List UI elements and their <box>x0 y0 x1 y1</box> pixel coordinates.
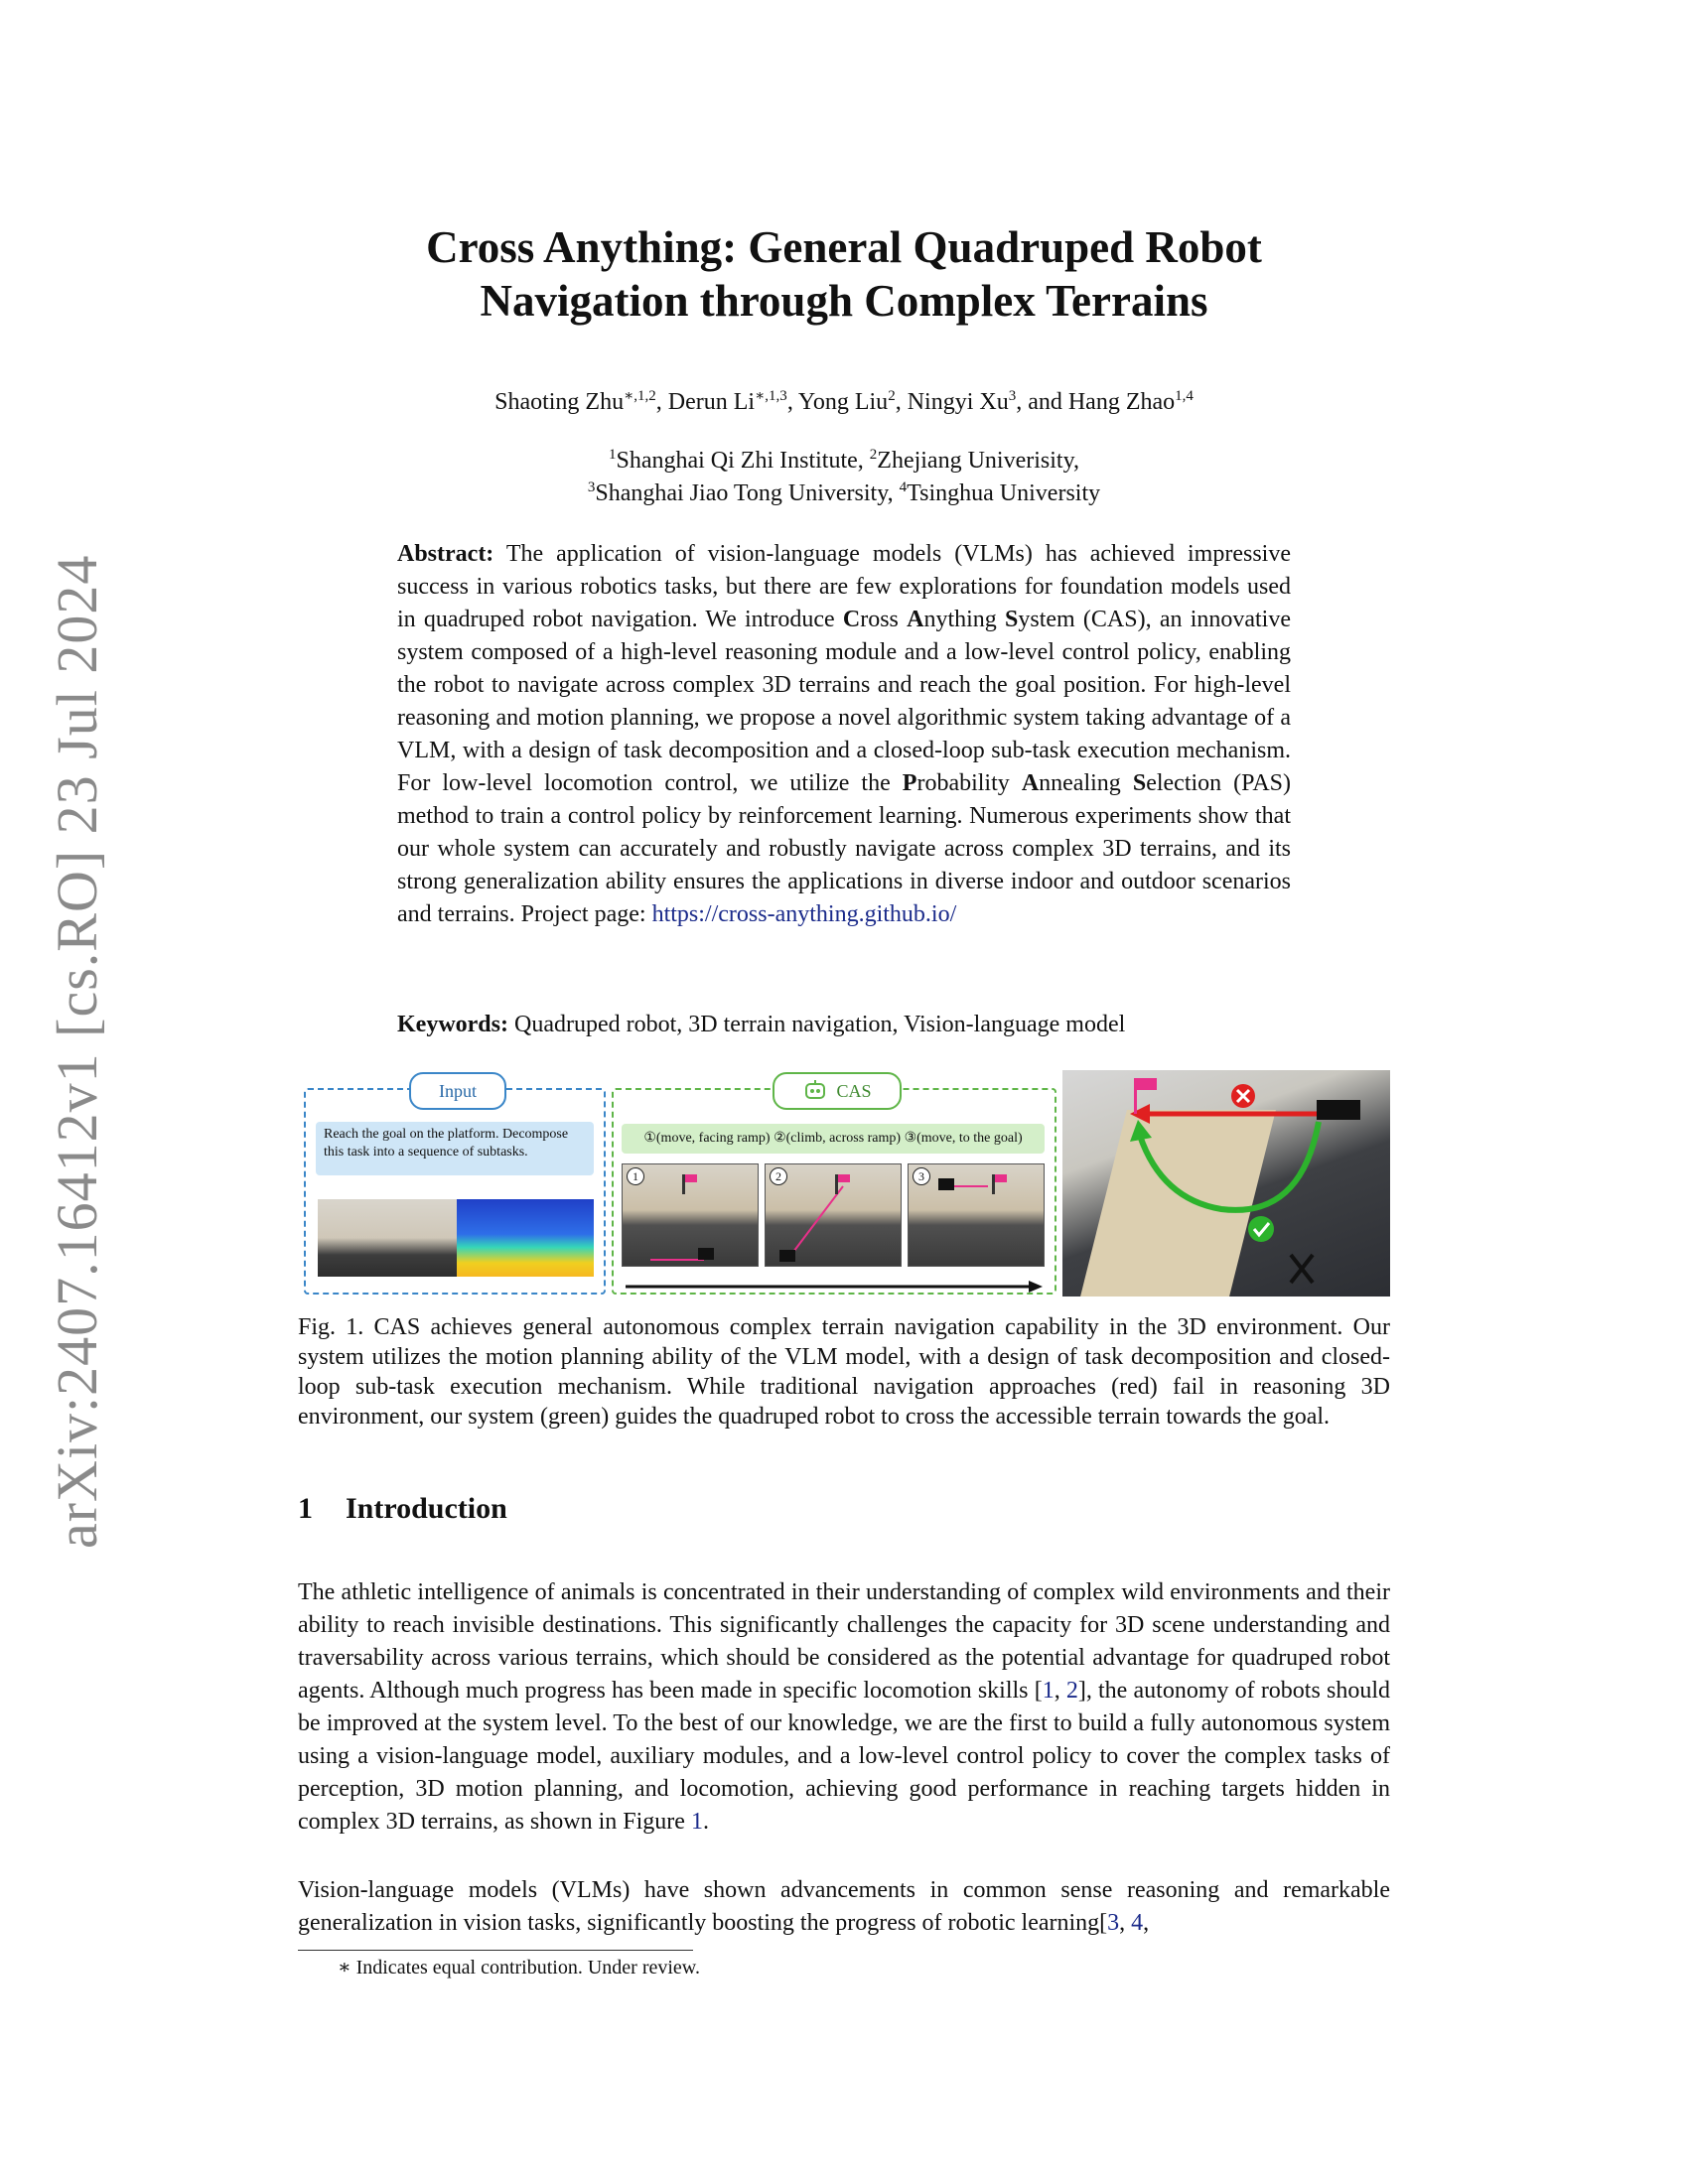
figure-1 <box>298 1070 1390 1298</box>
footnote: ∗ Indicates equal contribution. Under review. <box>338 1957 700 1979</box>
step-number: 1 <box>627 1167 644 1185</box>
author: Shaoting Zhu$^{∗,1,2}$ <box>494 388 656 415</box>
task-prompt: Reach the goal on the platform. Decompose this task into a sequence of subtasks. <box>316 1122 594 1175</box>
intro-paragraph-2: Vision-language models (VLMs) have shown advancements in common sense reasoning and remarkable generalization in vision tasks, significantly boosting the progress of robotic learning[3, 4, <box>298 1877 1390 1936</box>
rgb-scene-image <box>318 1199 457 1277</box>
affiliations <box>298 445 1390 510</box>
step-number: 3 <box>913 1167 930 1185</box>
success-path-arrow <box>1140 1122 1319 1210</box>
section-heading: 1 Introduction <box>298 1492 507 1525</box>
paper-title <box>298 220 1390 328</box>
navigation-comparison-photo <box>1062 1070 1390 1297</box>
abstract-label: Abstract: <box>397 541 494 567</box>
step-frame-1 <box>622 1163 759 1267</box>
citation-link[interactable]: 1 <box>1042 1678 1055 1704</box>
depth-map-image <box>457 1199 594 1277</box>
robot-dog <box>1317 1100 1360 1120</box>
figure-caption: Fig. 1. CAS achieves general autonomous complex terrain navigation capability in the 3D environment. Our system utilizes the motion planning ability of the VLM model, with a design of task decomposition and closed-loop sub-task execution mechanism. While traditional navigation approaches (red) fail in reasoning 3D environment, our system (green) guides the quadruped robot to cross the accessible terrain towards the goal. <box>298 1314 1390 1430</box>
subtask-sequence: ①(move, facing ramp) ②(climb, across ramp) ③(move, to the goal) <box>622 1124 1045 1154</box>
step-3-arrow <box>909 1164 1044 1266</box>
author: Derun $Li^{∗,1,3}$ <box>667 388 787 415</box>
author-list: Shaoting Zhu$^{∗,1,2}$, Derun $Li^{∗,1,3}$, Yong Liu$^2$, Ningyi Xu$^3$, and Hang Zhao$^{1,4}$ <box>494 388 1194 415</box>
figure-link[interactable]: 1 <box>690 1809 703 1835</box>
step-frame-2 <box>765 1163 902 1267</box>
project-page-link[interactable]: https://cross-anything.github.io/ <box>651 901 957 927</box>
cas-label: CAS <box>773 1072 902 1110</box>
affiliation-line-2: $^3$Shanghai Jiao Tong University, $^4$Tsinghua University <box>587 479 1101 506</box>
robot-icon <box>802 1079 828 1101</box>
intro-paragraph-1: The athletic intelligence of animals is concentrated in their understanding of complex wild environments and their ability to reach invisible destinations. This significantly challenges the capacity for 3D scene understanding and traversability across various terrains, which should be considered as the potential advantage for quadruped robot agents. Although much progress has been made in specific locomotion skills [1, 2], the autonomy of robots should be improved at the system level. To the best of our knowledge, we are the first to build a fully autonomous system using a vision-language model, auxiliary modules, and a low-level control policy to cover the complex tasks of perception, 3D motion planning, and locomotion, achieving good performance in reaching targets hidden in complex 3D terrains, as shown in Figure 1. <box>298 1579 1390 1835</box>
step-number: 2 <box>770 1167 787 1185</box>
citation-link[interactable]: 3 <box>1107 1910 1120 1936</box>
goal-flag-icon <box>1134 1078 1137 1114</box>
citation-link[interactable]: 4 <box>1131 1910 1144 1936</box>
author: Yong Liu$^2$ <box>797 388 896 415</box>
step-2-arrow <box>766 1164 901 1266</box>
step-1-arrow <box>623 1164 758 1266</box>
abstract: Abstract: The application of vision-language models (VLMs) has achieved impressive success in various robotics tasks, but there are few explorations for foundation models used in quadruped robot navigation. We introduce Cross Anything System (CAS), an innovative system composed of a high-level reasoning module and a low-level control policy, enabling the robot to navigate across complex 3D terrains and reach the goal position. For high-level reasoning and motion planning, we propose a novel algorithmic system taking advantage of a VLM, with a design of task decomposition and a closed-loop sub-task execution mechanism. For low-level locomotion control, we utilize the Probability Annealing Selection (PAS) method to train a control policy by reinforcement learning. Numerous experiments show that our whole system can accurately and robustly navigate across complex 3D terrains, and its strong generalization ability ensures the applications in diverse indoor and outdoor scenarios and terrains. Project page: https://cross-anything.github.io/ <box>397 541 1292 927</box>
title-line-1: Cross Anything: General Quadruped Robot <box>426 222 1262 272</box>
step-frame-3 <box>908 1163 1045 1267</box>
citation-link[interactable]: 2 <box>1065 1678 1078 1704</box>
timeline-arrow <box>626 1281 1043 1293</box>
input-label: Input <box>409 1072 506 1110</box>
footnote-divider <box>298 1950 693 1951</box>
success-icon <box>1248 1216 1274 1242</box>
title-line-2: Navigation through Complex Terrains <box>480 276 1208 326</box>
author: Ningyi Xu$^3$ <box>907 388 1017 415</box>
keywords-label: Keywords: <box>397 1012 508 1037</box>
affiliation-line-1: $^1$Shanghai Qi Zhi Institute, $^2$Zhejiang Univerisity, <box>608 447 1080 474</box>
keywords: Keywords: Quadruped robot, 3D terrain navigation, Vision-language model <box>397 1012 1126 1037</box>
arxiv-side-stamp: arXiv:2407.16412v1 [cs.RO] 23 Jul 2024 <box>45 554 109 1549</box>
author: Hang Zhao$^{1,4}$ <box>1067 388 1194 415</box>
